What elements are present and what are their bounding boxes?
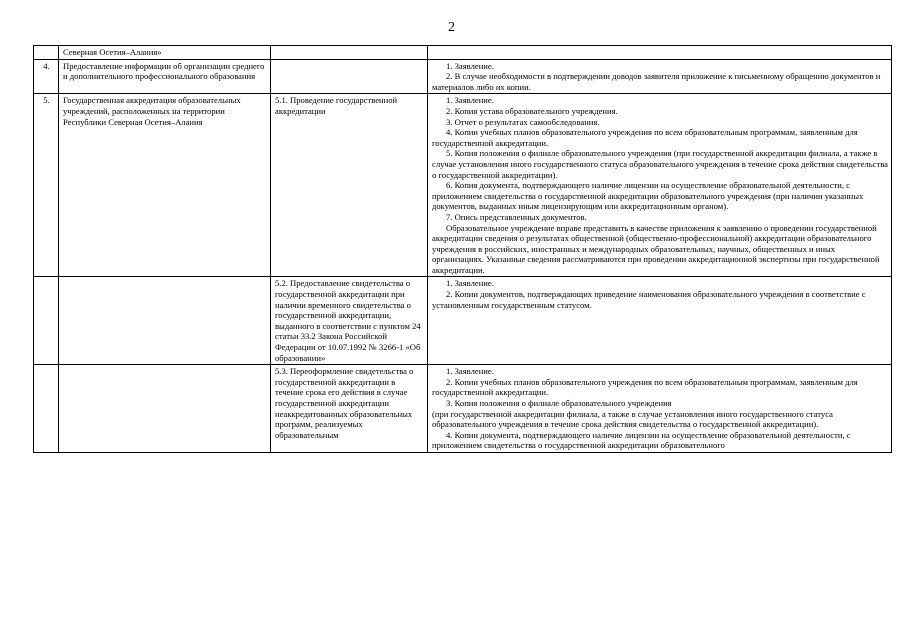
document-item: (при государственной аккредитации филиала, а также в случае установления иного государственного статуса образовательного учреждения в течение срока действия свидетельства о государственной аккредитации). xyxy=(432,408,833,430)
row-number xyxy=(34,277,59,365)
document-item: 1. Заявление. xyxy=(446,366,494,377)
document-item: 3. Копия положения о филиале образовательного учреждения xyxy=(446,398,672,408)
service-name: Северная Осетия–Алания» xyxy=(59,46,271,60)
service-name: Государственная аккредитация образовательных учреждений, расположенных на территории Республики Северная Осетия–Алания xyxy=(59,94,271,277)
documents-cell xyxy=(428,277,892,365)
document-item: 2. Копии учебных планов образовательного учреждения по всем образовательным программам, заявленным для государственной аккредитации. xyxy=(432,376,858,398)
documents-cell xyxy=(428,365,892,453)
table-row xyxy=(34,46,892,60)
document-item: 4. Копии учебных планов образовательного учреждения по всем образовательным программам, заявленным для государственной аккредитации. xyxy=(432,127,858,148)
table-row xyxy=(34,59,892,94)
document-item: 6. Копия документа, подтверждающего наличие лицензии на осуществление образовательной деятельности, с приложением свидетельства о государственной аккредитации образовательного учреждения (при наличии указанных документов, выданных иным лицензирующим или аккредитационным органом). xyxy=(432,180,864,212)
documents-cell xyxy=(428,94,892,277)
document-item: 5. Копия положения о филиале образовательного учреждения (при государственной аккредитации филиала, а также в случае установления иного государственного статуса образовательного учреждения в течение срока действия свидетельства о государственной аккредитации). xyxy=(432,148,888,180)
document-item: 2. Копия устава образовательного учреждения. xyxy=(446,105,618,116)
document-item: 7. Опись представленных документов. xyxy=(446,211,587,222)
row-number: 4. xyxy=(34,59,59,94)
document-item: 1. Заявление. xyxy=(446,60,494,71)
table-row xyxy=(34,365,892,453)
document-item: Образовательное учреждение вправе представить в качестве приложения к заявлению о проведении государственной аккредитации сведения о результатах общественной (общественно-профессиональной) аккредитации образовательного учреждения в российских, иностранных и международных образовательных, научных, общественных и иных организациях. Указанные сведения рассматриваются при проведении аккредитационной экспертизы при государственной аккредитации. xyxy=(432,222,880,275)
document-item: 1. Заявление. xyxy=(446,278,494,289)
services-table xyxy=(33,45,892,453)
document-item: 2. Копии документов, подтверждающих приведение наименования образовательного учреждения в соответствие с установленным государственным статусом. xyxy=(432,289,866,310)
table-row xyxy=(34,277,892,365)
page-number: 2 xyxy=(448,20,455,35)
row-number xyxy=(34,365,59,453)
row-number xyxy=(34,46,59,60)
subservice-name xyxy=(271,46,428,60)
documents-cell xyxy=(428,46,892,60)
document-item: 2. В случае необходимости в подтверждении доводов заявителя приложение к письменному обращению документов и материалов либо их копии. xyxy=(432,71,881,92)
row-number: 5. xyxy=(34,94,59,277)
table-row xyxy=(34,94,892,277)
document-item: 1. Заявление. xyxy=(446,95,494,106)
document-item: 3. Отчет о результатах самообследования. xyxy=(446,116,600,127)
service-name: Предоставление информации об организации среднего и дополнительного профессионального образования xyxy=(59,59,271,94)
service-name xyxy=(59,365,271,453)
service-name xyxy=(59,277,271,365)
subservice-name xyxy=(271,59,428,94)
subservice-name: 5.3. Переоформление свидетельства о государственной аккредитации в течение срока его действия в случае государственной аккредитации неаккредитованных образовательных программ, реализуемых образовательным xyxy=(271,365,428,453)
subservice-name: 5.1. Проведение государственной аккредитации xyxy=(271,94,428,277)
subservice-name: 5.2. Предоставление свидетельства о государственной аккредитации при наличии временного свидетельства о государственной аккредитации, выданного в соответствии с пунктом 24 статьи 33.2 Закона Российской Федерации от 10.07.1992 № 3266-1 «Об образовании» xyxy=(271,277,428,365)
documents-cell xyxy=(428,59,892,94)
document-item: 4. Копии документа, подтверждающего наличие лицензии на осуществление образовательной деятельности, с приложением свидетельства о государственной аккредитации образовательного xyxy=(432,429,851,451)
